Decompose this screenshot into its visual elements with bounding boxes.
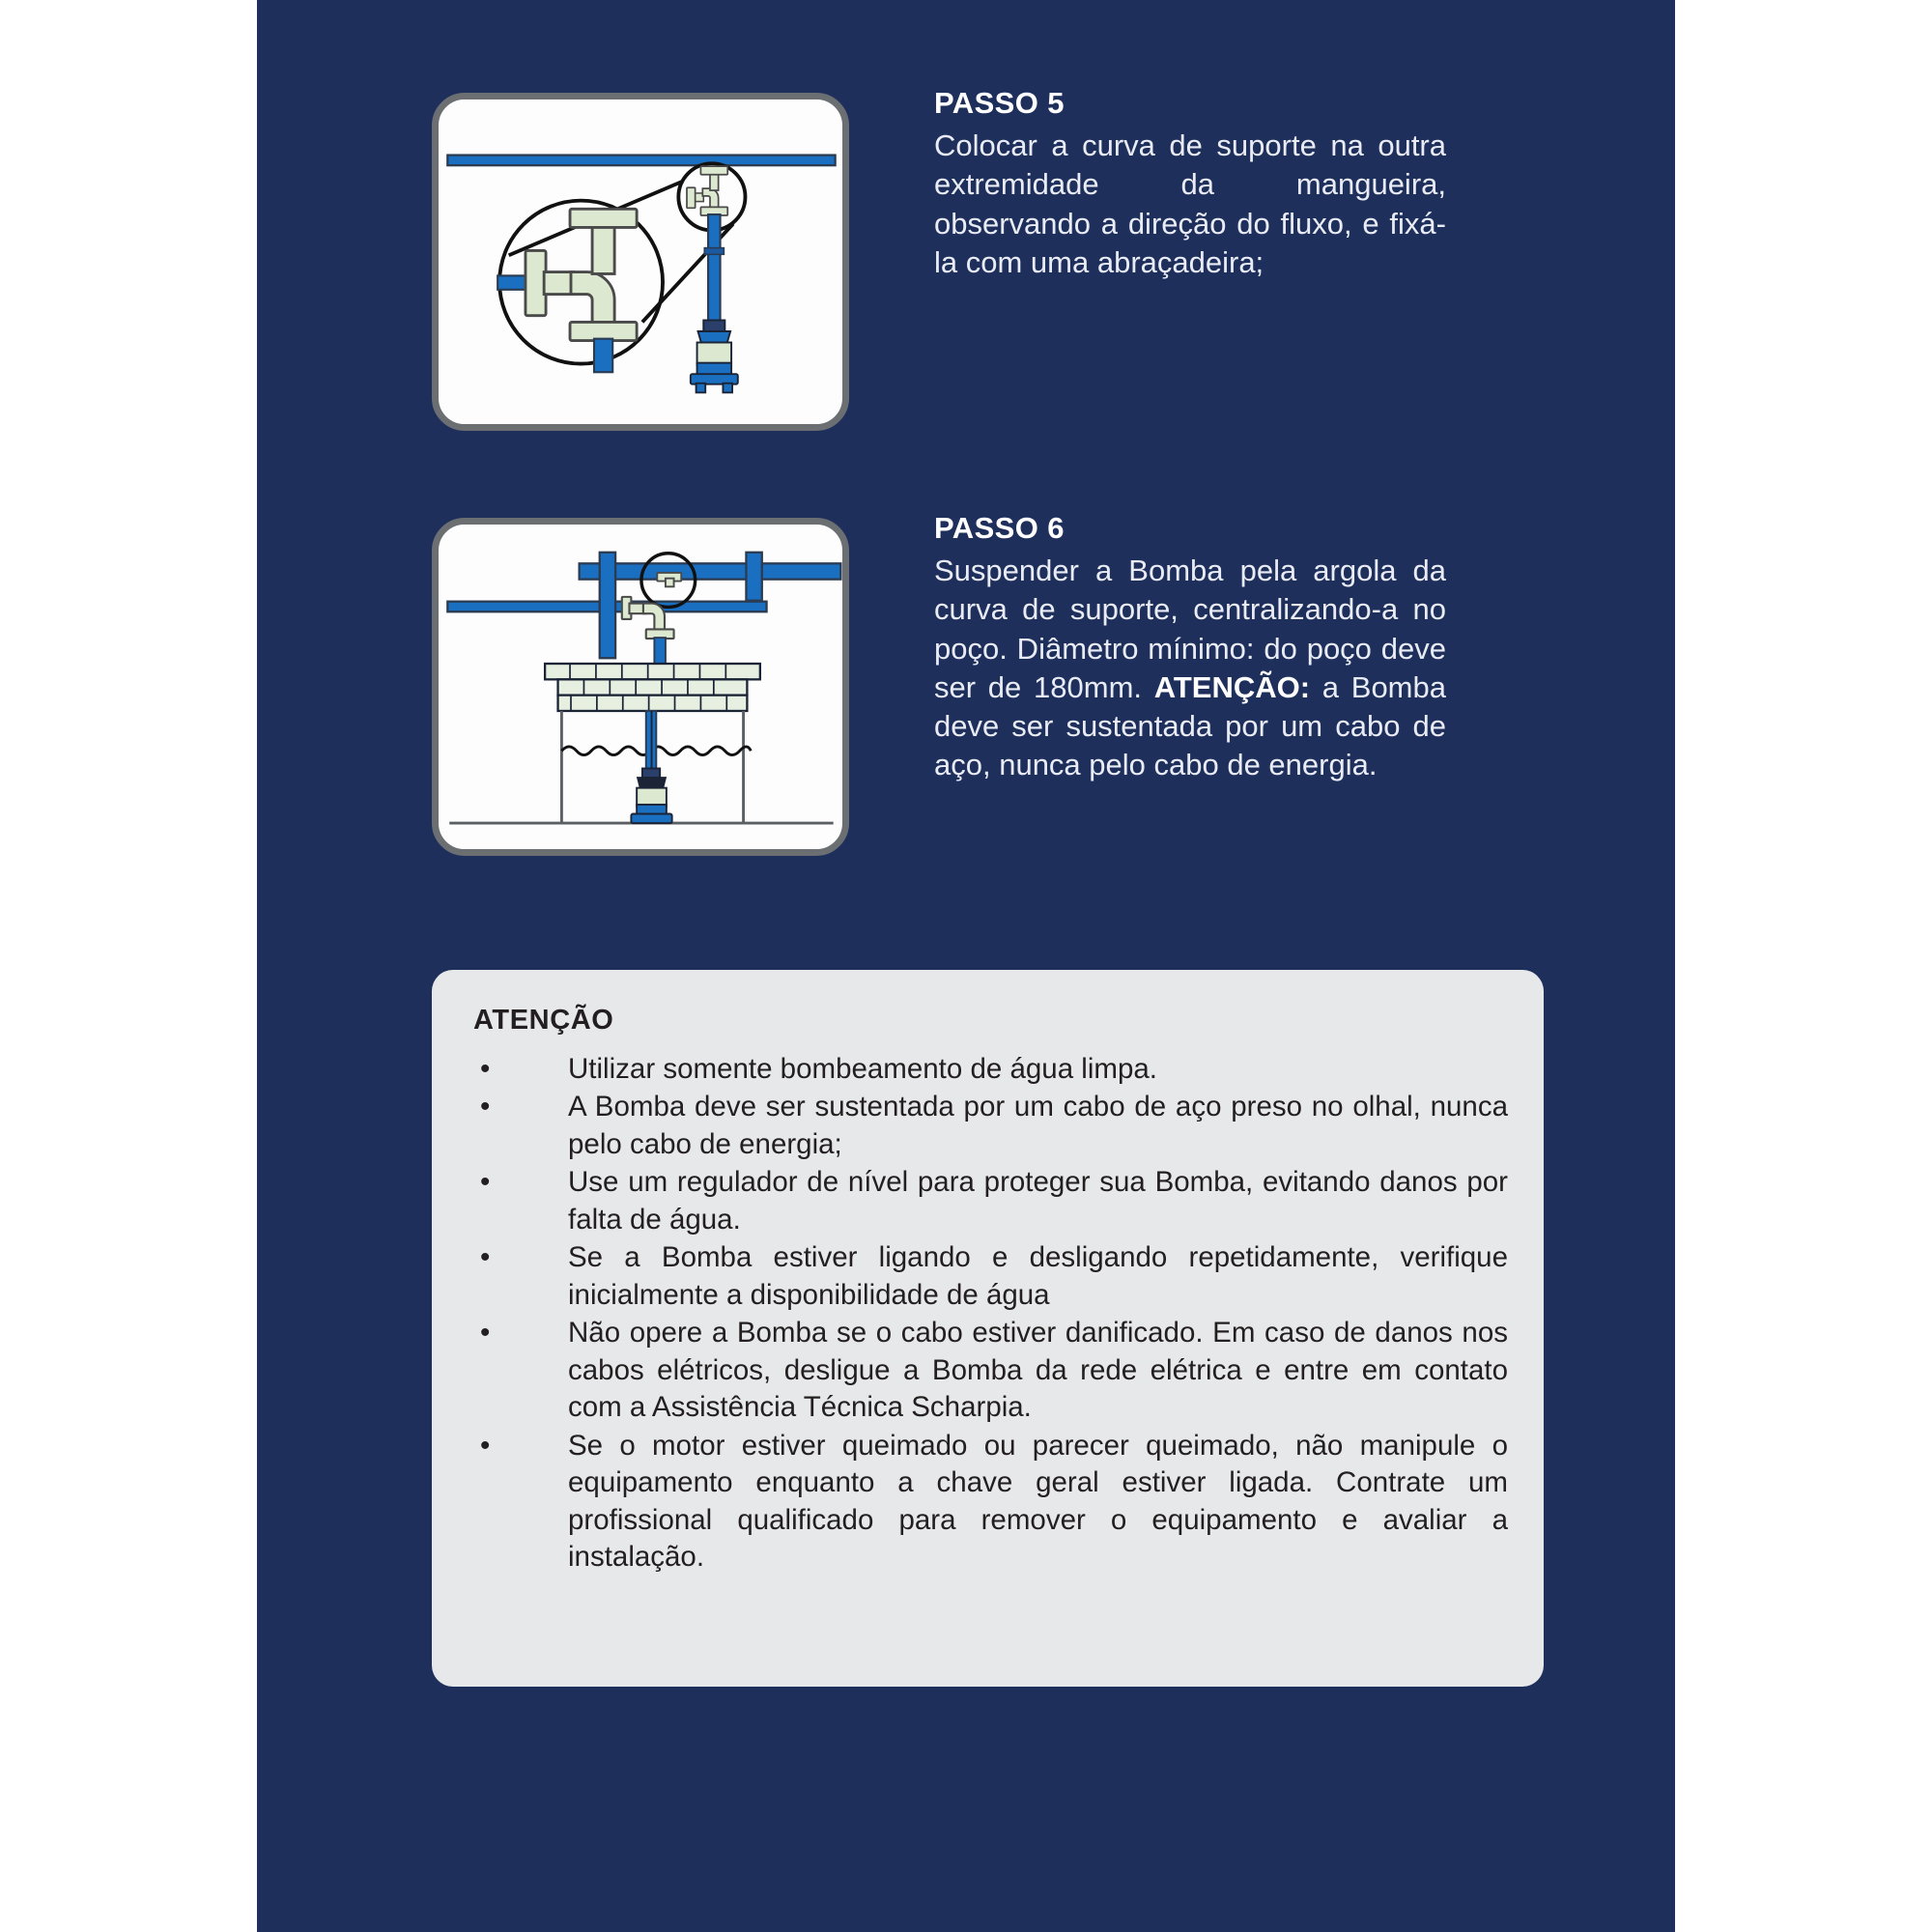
bullet-icon: • xyxy=(480,1317,491,1350)
list-item xyxy=(467,1239,1508,1314)
bullet-icon: • xyxy=(480,1429,491,1462)
step-row-passo-5 xyxy=(432,86,1446,431)
step-body-bold-atencao: ATENÇÃO: xyxy=(1153,669,1311,704)
step-title-passo-5: PASSO 5 xyxy=(934,86,1065,120)
bullet-icon: • xyxy=(480,1053,491,1085)
step-body-passo-6 xyxy=(934,552,1446,785)
attention-title: ATENÇÃO xyxy=(473,1005,614,1036)
list-item-text: Use um regulador de nível para proteger sua Bomba, evitando danos por falta de água. xyxy=(568,1166,1508,1236)
step-body-part-1: Suspender a Bomba pela argola da curva de suporte, centralizando-a no poço. Diâmetro mínimo: do poço deve ser de 180mm. xyxy=(934,554,1446,704)
attention-bullet-list xyxy=(467,1051,1508,1577)
list-item-text: A Bomba deve ser sustentada por um cabo de aço preso no olhal, nunca pelo cabo de energia; xyxy=(568,1091,1508,1160)
attention-box xyxy=(432,970,1544,1687)
list-item-text: Utilizar somente bombeamento de água limpa. xyxy=(568,1053,1157,1085)
step-body-passo-5: Colocar a curva de suporte na outra extremidade da mangueira, observando a direção do fluxo, e fixá-la com uma abraçadeira; xyxy=(934,128,1446,279)
list-item-text: Se a Bomba estiver ligando e desligando repetidamente, verifique inicialmente a disponibilidade de água xyxy=(568,1241,1508,1311)
list-item-text: Se o motor estiver queimado ou parecer queimado, não manipule o equipamento enquanto a chave geral estiver ligada. Contrate um profissional qualificado para remover o equipamento e avaliar a instalação. xyxy=(568,1429,1508,1574)
bullet-icon: • xyxy=(480,1241,491,1274)
step-title-passo-6: PASSO 6 xyxy=(934,511,1065,545)
list-item xyxy=(467,1428,1508,1577)
illustration-passo-6 xyxy=(432,518,849,856)
well-pump-diagram-svg xyxy=(439,525,842,849)
list-item xyxy=(467,1315,1508,1426)
step-text-passo-6 xyxy=(934,511,1446,785)
bullet-icon: • xyxy=(480,1166,491,1199)
support-curve-diagram-svg xyxy=(439,99,842,424)
illustration-passo-5 xyxy=(432,93,849,431)
list-item xyxy=(467,1051,1508,1088)
list-item xyxy=(467,1164,1508,1238)
step-text-passo-5 xyxy=(934,86,1446,282)
list-item-text: Não opere a Bomba se o cabo estiver danificado. Em caso de danos nos cabos elétricos, desligue a Bomba da rede elétrica e entre em contato com a Assistência Técnica Scharpia. xyxy=(568,1317,1508,1424)
list-item xyxy=(467,1089,1508,1163)
step-row-passo-6 xyxy=(432,511,1446,856)
bullet-icon: • xyxy=(480,1091,491,1123)
step-body-part-2: a Bomba deve ser sustentada por um cabo de aço, nunca pelo cabo de energia. xyxy=(934,669,1446,782)
